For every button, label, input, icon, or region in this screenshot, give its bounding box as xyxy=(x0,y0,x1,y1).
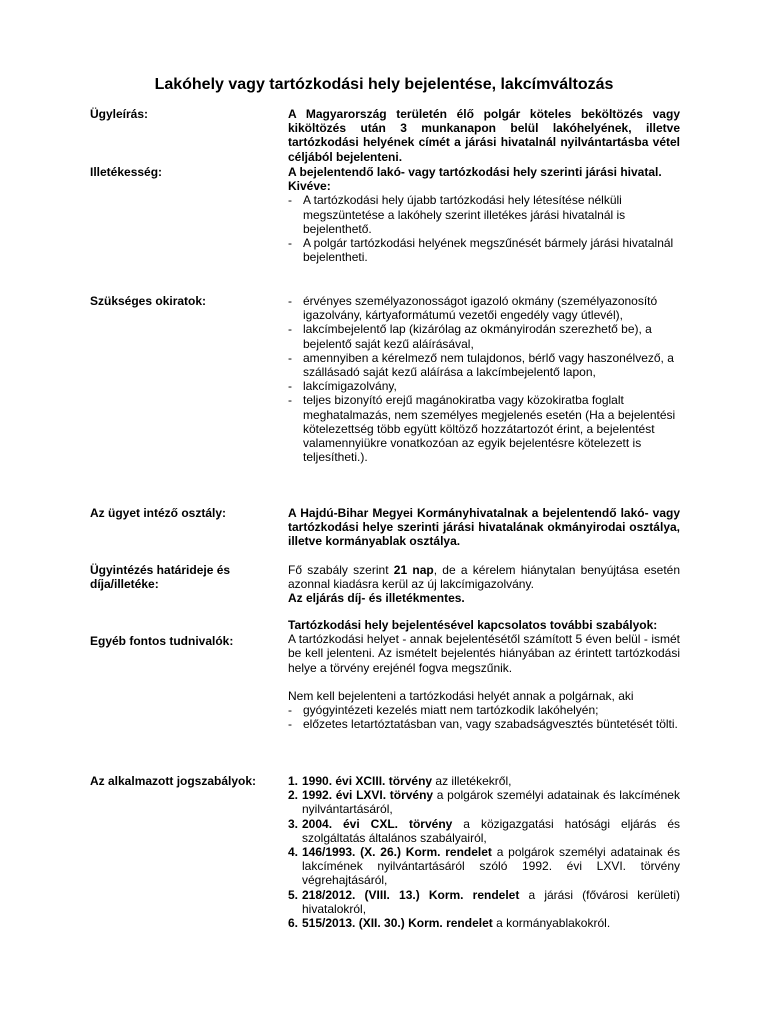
section-label: Az alkalmazott jogszabályok: xyxy=(90,774,257,788)
section-label: Ügyleírás: xyxy=(90,107,149,121)
section-body xyxy=(288,294,680,464)
exception-heading: Kivéve: xyxy=(288,179,331,194)
list-item: 3. 2004. évi CXL. törvény a közigazgatási hatósági eljárás és szolgáltatás általános szabályairól, xyxy=(288,816,680,845)
section-label: Ügyintézés határideje és díja/illetéke: xyxy=(90,563,231,591)
section-label: Az ügyet intéző osztály: xyxy=(90,506,227,520)
list-item: 2. 1992. évi LXVI. törvény a polgárok személyi adatainak és lakcímének nyilvántartásáról, xyxy=(288,788,680,817)
section-body xyxy=(288,774,680,930)
section-body xyxy=(288,165,680,264)
section-label: Szükséges okiratok: xyxy=(90,294,207,308)
fee-note: Az eljárás díj- és illetékmentes. xyxy=(288,591,465,606)
section-text: A bejelentendő lakó- vagy tartózkodási hely szerinti járási hivatal. xyxy=(288,165,662,179)
section-heading: Tartózkodási hely bejelentésével kapcsolatos további szabályok: xyxy=(288,618,658,632)
list-item: - lakcímbejelentő lap (kizárólag az okmányirodán szerezhető be), a bejelentő saját kezű aláírásával, xyxy=(288,322,652,351)
list-item: 6. 515/2013. (XII. 30.) Korm. rendelet a kormányablakokról. xyxy=(288,916,611,931)
section-label: Egyéb fontos tudnivalók: xyxy=(90,634,234,648)
section-body xyxy=(288,618,680,731)
section-text: Fő szabály szerint 21 nap, de a kérelem hiánytalan benyújtása esetén azonnal kiadásra kerül az új lakcímigazolvány. xyxy=(288,563,681,592)
section-body xyxy=(288,563,680,606)
section-text: A Hajdú-Bihar Megyei Kormányhivatalnak a bejelentendő lakó- vagy tartózkodási helye szerinti járási hivatalának okmányirodai osztálya, illetve kormányablak osztálya. xyxy=(288,506,680,549)
list-item: - előzetes letartóztatásban van, vagy szabadságvesztés büntetését tölti. xyxy=(288,717,678,732)
paragraph: Nem kell bejelenteni a tartózkodási helyét annak a polgárnak, aki xyxy=(288,688,634,703)
list-item: - amennyiben a kérelmező nem tulajdonos, bérlő vagy haszonélvező, a szállásadó saját kezű aláírása a lakcímbejelentő lapon, xyxy=(288,350,674,380)
list-item: - gyógyintézeti kezelés miatt nem tartózkodik lakóhelyén; xyxy=(288,703,599,718)
page-title: Lakóhely vagy tartózkodási hely bejelentése, lakcímváltozás xyxy=(154,76,614,93)
list-item: - teljes bizonyító erejű magánokiratba vagy közokiratba foglalt meghatalmazás, nem személyes megjelenés esetén (Ha a bejelentési kötelezettség több együtt költöző hozzátartozót érint, a bejelentést valamennyiükre vonatkozóan az egyik bejelentésre kötelezett is teljesítheti.). xyxy=(288,393,676,465)
list-item: - érvényes személyazonosságot igazoló okmány (személyazonosító igazolvány, kártyaformátumú vezetői engedély vagy útlevél), xyxy=(288,294,658,323)
list-item: 1. 1990. évi XCIII. törvény az illetékekről, xyxy=(288,774,512,788)
section-text: A Magyarország területén élő polgár köteles beköltözés vagy kiköltözés után 3 munkanapon belül lakóhelyének, illetve tartózkodási helyének címét a járási hivatalnál nyilvántartásba vétel céljából bejelenteni. xyxy=(288,107,680,164)
list-item: - lakcímigazolvány, xyxy=(288,379,397,394)
paragraph: A tartózkodási helyet - annak bejelentésétől számított 5 éven belül - ismét be kell jelenteni. Az ismételt bejelentés hiányában az érintett tartózkodási helye a törvény erejénél fogva megszűnik. xyxy=(288,632,680,675)
list-item: 5. 218/2012. (VIII. 13.) Korm. rendelet a járási (fővárosi kerületi) hivatalokról, xyxy=(288,887,680,916)
list-item: 4. 146/1993. (X. 26.) Korm. rendelet a polgárok személyi adatainak és lakcímének nyilvántartásáról szóló 1992. évi LXVI. törvény végrehajtásáról, xyxy=(288,845,680,888)
list-item: - A polgár tartózkodási helyének megszűnését bármely járási hivatalnál bejelentheti. xyxy=(288,236,674,265)
list-item: - A tartózkodási hely újabb tartózkodási hely létesítése nélküli megszüntetése a lakóhely szerint illetékes járási hivatalnál is bejelenthető. xyxy=(288,193,626,236)
section-label: Illetékesség: xyxy=(90,165,163,179)
